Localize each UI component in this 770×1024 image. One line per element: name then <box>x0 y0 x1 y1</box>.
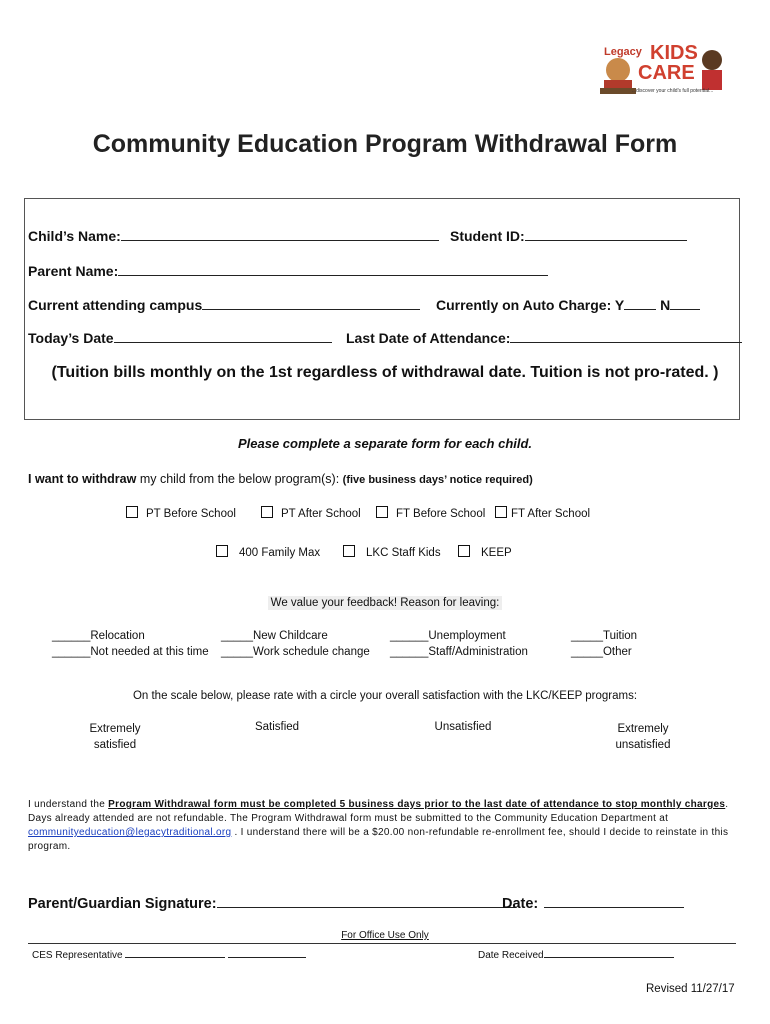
date-received-row <box>478 948 674 961</box>
scale-label-line: Extremely <box>617 723 669 735</box>
last-date-line[interactable] <box>510 330 742 343</box>
checkbox-icon[interactable] <box>216 545 228 557</box>
reason-column-3 <box>390 628 528 660</box>
program-option[interactable] <box>216 545 320 559</box>
paragraph-text: . I understand there will be a $20.00 non-refundable re-enrollment fee, should I decide to reinstate in this program. <box>28 827 729 852</box>
scale-instructions: On the scale below, please rate with a circle your overall satisfaction with the LKC/KEEP programs: <box>132 690 638 702</box>
notice-text: (five business days’ notice required) <box>342 474 533 486</box>
page-title: Community Education Program Withdrawal Form <box>92 130 678 158</box>
reason-unemployment[interactable]: ______Unemployment <box>390 630 506 642</box>
auto-charge-n-label: N <box>660 297 671 313</box>
student-id-label: Student ID: <box>450 228 525 244</box>
signature-row <box>28 895 515 912</box>
ces-rep-row <box>32 948 306 961</box>
checkbox-icon[interactable] <box>458 545 470 557</box>
paragraph-bold-text: Program Withdrawal form must be completed 5 business days prior to the last date of attendance to stop monthly charges <box>108 799 726 810</box>
auto-charge-row <box>436 297 700 313</box>
program-option[interactable] <box>376 506 485 520</box>
program-label: FT After School <box>511 508 591 520</box>
reason-work-schedule[interactable]: _____Work schedule change <box>221 646 370 658</box>
campus-label: Current attending campus <box>28 297 203 313</box>
paragraph-text: . Days already attended are not refundable. The Program Withdrawal form must be submitted to the Community Education Department at <box>28 799 729 824</box>
program-label: KEEP <box>481 547 512 559</box>
date-row <box>502 895 684 912</box>
withdraw-bold: I want to withdraw <box>28 472 137 486</box>
scale-extremely-satisfied[interactable] <box>70 721 160 753</box>
withdraw-rest: my child from the below program(s): <box>136 472 343 486</box>
parent-name-line[interactable] <box>118 263 548 276</box>
scale-satisfied[interactable]: Satisfied <box>254 721 300 733</box>
logo-tagline: ...discover your child's full potential... <box>632 88 714 94</box>
program-option[interactable] <box>126 506 236 520</box>
last-date-row <box>346 330 742 346</box>
program-label: PT After School <box>281 508 361 520</box>
student-id-line[interactable] <box>525 228 687 241</box>
reason-relocation[interactable]: ______Relocation <box>52 630 145 642</box>
last-date-label: Last Date of Attendance: <box>346 330 511 346</box>
checkbox-icon[interactable] <box>126 506 138 518</box>
campus-line[interactable] <box>202 297 420 310</box>
acknowledgement-paragraph <box>28 798 736 854</box>
signature-label: Parent/Guardian Signature: <box>28 896 217 912</box>
checkbox-icon[interactable] <box>261 506 273 518</box>
date-line[interactable] <box>544 895 684 908</box>
reason-column-2 <box>221 628 370 660</box>
child-name-label: Child’s Name: <box>28 228 121 244</box>
legacy-kids-care-logo <box>596 40 736 100</box>
scale-label-line: Extremely <box>89 723 141 735</box>
today-date-row <box>28 330 332 346</box>
parent-name-row <box>28 263 548 279</box>
ces-rep-label: CES Representative <box>32 950 123 961</box>
office-use-heading: For Office Use Only <box>341 930 429 941</box>
checkbox-icon[interactable] <box>343 545 355 557</box>
program-label: PT Before School <box>146 508 236 520</box>
auto-charge-label: Currently on Auto Charge: Y <box>436 297 625 313</box>
auto-charge-n-line[interactable] <box>670 297 700 310</box>
signature-line[interactable] <box>217 895 515 908</box>
program-option[interactable] <box>495 506 590 520</box>
auto-charge-y-line[interactable] <box>624 297 656 310</box>
student-id-row <box>450 228 687 244</box>
reason-column-4 <box>571 628 637 660</box>
ces-rep-line-2[interactable] <box>228 948 306 958</box>
scale-extremely-unsatisfied[interactable] <box>598 721 688 753</box>
withdraw-statement <box>28 472 533 486</box>
scale-label-line: satisfied <box>93 739 137 751</box>
program-label: 400 Family Max <box>239 547 321 559</box>
date-label: Date: <box>502 896 539 912</box>
feedback-title-row <box>0 597 770 609</box>
date-received-line[interactable] <box>544 948 674 958</box>
reason-column-1 <box>52 628 209 660</box>
reason-not-needed[interactable]: ______Not needed at this time <box>52 646 209 658</box>
tuition-note: (Tuition bills monthly on the 1st regardless of withdrawal date. Tuition is not pro-rated. ) <box>51 364 719 381</box>
separate-form-note: Please complete a separate form for each child. <box>237 436 533 451</box>
reason-new-childcare[interactable]: _____New Childcare <box>221 630 328 642</box>
reason-other[interactable]: _____Other <box>571 646 632 658</box>
ces-rep-line[interactable] <box>125 948 225 958</box>
child-name-row <box>28 228 439 244</box>
parent-name-label: Parent Name: <box>28 263 119 279</box>
today-date-line[interactable] <box>114 330 332 343</box>
scale-label-line: unsatisfied <box>615 739 671 751</box>
reason-tuition[interactable]: _____Tuition <box>571 630 638 642</box>
office-use-divider <box>28 943 736 944</box>
feedback-title: We value your feedback! Reason for leaving: <box>268 596 503 610</box>
program-option[interactable] <box>261 506 361 520</box>
logo-word-legacy: Legacy <box>604 46 642 58</box>
paragraph-text: I understand the <box>28 799 109 810</box>
email-link[interactable]: communityeducation@legacytraditional.org <box>28 827 232 838</box>
program-label: LKC Staff Kids <box>366 547 441 559</box>
child-name-line[interactable] <box>121 228 439 241</box>
program-option[interactable] <box>458 545 512 559</box>
date-received-label: Date Received <box>478 950 544 961</box>
program-option[interactable] <box>343 545 441 559</box>
scale-unsatisfied[interactable]: Unsatisfied <box>434 721 492 733</box>
campus-row <box>28 297 420 313</box>
reason-staff-admin[interactable]: ______Staff/Administration <box>390 646 528 658</box>
checkbox-icon[interactable] <box>376 506 388 518</box>
logo-word-care: CARE <box>638 62 695 84</box>
checkbox-icon[interactable] <box>495 506 507 518</box>
logo-word-kids: KIDS <box>650 42 698 64</box>
program-label: FT Before School <box>396 508 486 520</box>
today-date-label: Today’s Date <box>28 330 114 346</box>
revision-date: Revised 11/27/17 <box>646 983 735 995</box>
